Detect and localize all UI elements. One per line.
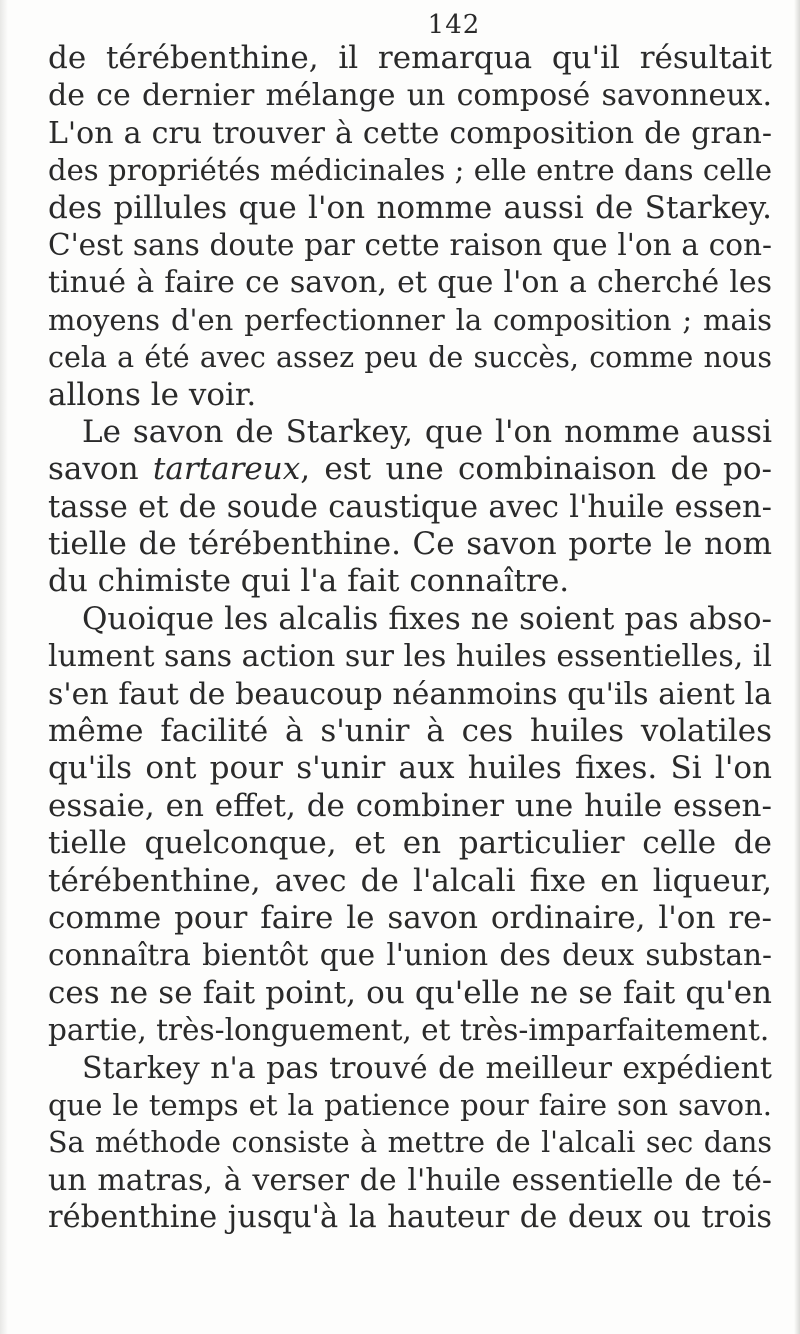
text-line: rébenthine jusqu'à la hauteur de deux ou trois xyxy=(48,1200,772,1236)
text-line: du chimiste qui l'a fait connaître. xyxy=(48,563,570,600)
text-line: de térébenthine, il remarqua qu'il résultait xyxy=(48,40,772,76)
page-edge-shadow xyxy=(794,0,800,1334)
text-line: un matras, à verser de l'huile essentielle de té- xyxy=(48,1162,772,1198)
text-line: qu'ils ont pour s'unir aux huiles fixes. Si l'on xyxy=(48,750,772,787)
page-gutter-shadow xyxy=(0,0,8,1334)
text-line: des propriétés médicinales ; elle entre dans celle xyxy=(48,153,772,188)
text-line: térébenthine, avec de l'alcali fixe en liqueur, xyxy=(48,862,772,899)
text-line: tielle quelconque, et en particulier celle de xyxy=(48,825,772,862)
text-line: cela a été avec assez peu de succès, comme nous xyxy=(48,341,772,375)
text-line: s'en faut de beaucoup néanmoins qu'ils aient la xyxy=(48,676,772,712)
text-line: partie, très-longuement, et très-imparfaitement. xyxy=(48,1013,770,1048)
text-line: Quoique les alcalis fixes ne soient pas abso- xyxy=(82,600,772,637)
text-line-with-italic xyxy=(48,451,772,488)
text-line: ces ne se fait point, ou qu'elle ne se fait qu'en xyxy=(48,974,772,1011)
text-line: L'on a cru trouver à cette composition de gran- xyxy=(48,115,772,151)
text-line: lument sans action sur les huiles essentielles, il xyxy=(48,639,772,675)
italic-term: tartareux xyxy=(152,451,301,488)
text-line: tielle de térébenthine. Ce savon porte le nom xyxy=(48,526,772,563)
text-span: , est une combinaison de po- xyxy=(300,451,772,488)
text-line: Sa méthode consiste à mettre de l'alcali sec dans xyxy=(48,1126,772,1160)
text-span: savon xyxy=(48,451,139,488)
body-text xyxy=(48,40,772,1237)
text-line: de ce dernier mélange un composé savonneux. xyxy=(48,78,772,114)
page-number: 142 xyxy=(427,10,481,40)
text-line: moyens d'en perfectionner la composition ; mais xyxy=(48,302,772,337)
text-line: comme pour faire le savon ordinaire, l'on re- xyxy=(48,899,772,936)
text-line: tasse et de soude caustique avec l'huile essen- xyxy=(48,489,772,525)
text-line: que le temps et la patience pour faire son savon. xyxy=(48,1087,772,1122)
text-line: tinué à faire ce savon, et que l'on a cherché les xyxy=(48,265,772,301)
text-line: allons le voir. xyxy=(48,376,257,413)
text-line: Le savon de Starkey, que l'on nomme aussi xyxy=(82,413,772,450)
text-line: même facilité à s'unir à ces huiles volatiles xyxy=(48,713,772,750)
text-line: essaie, en effet, de combiner une huile essen- xyxy=(48,787,772,824)
text-line: C'est sans doute par cette raison que l'on a con- xyxy=(48,227,772,262)
text-line: Starkey n'a pas trouvé de meilleur expédient xyxy=(82,1050,772,1086)
text-line: connaîtra bientôt que l'union des deux substan- xyxy=(48,938,772,973)
text-line: des pillules que l'on nomme aussi de Starkey. xyxy=(48,189,772,226)
